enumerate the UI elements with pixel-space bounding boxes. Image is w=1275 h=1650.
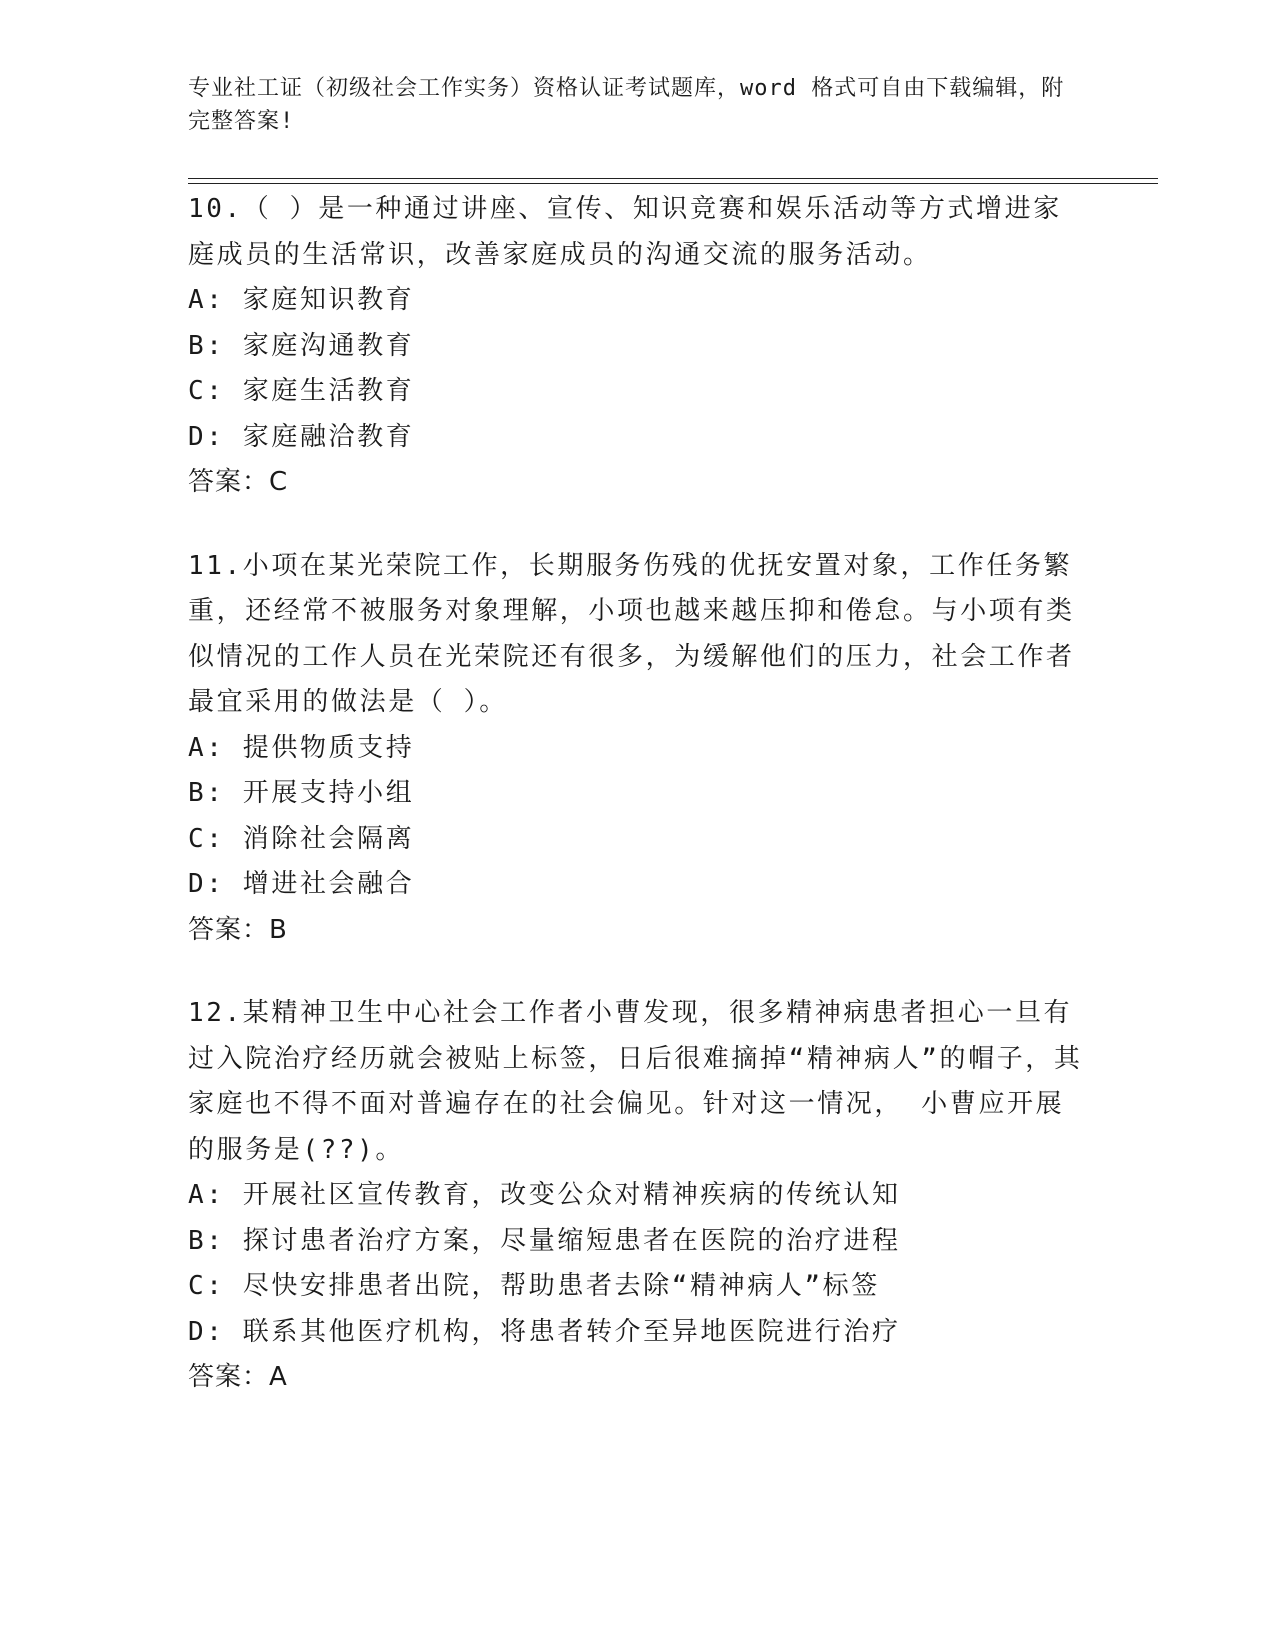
question-11 [188, 544, 1088, 954]
question-stem: 11.小项在某光荣院工作，长期服务伤残的优抚安置对象，工作任务繁重，还经常不被服务对象理解，小项也越来越压抑和倦怠。与小项有类似情况的工作人员在光荣院还有很多，为缓解他们的压力，社会工作者最宜采用的做法是（ ）。 [188, 550, 1075, 717]
question-list [188, 187, 1088, 1439]
question-10 [188, 187, 1088, 506]
header-rule-top [188, 178, 1158, 179]
option-b: B: 探讨患者治疗方案，尽量缩短患者在医院的治疗进程 [188, 1225, 901, 1256]
option-d: D: 家庭融洽教育 [188, 421, 415, 452]
option-b: B: 开展支持小组 [188, 778, 415, 808]
question-stem: 10.（ ）是一种通过讲座、宣传、知识竞赛和娱乐活动等方式增进家庭成员的生活常识，改善家庭成员的沟通交流的服务活动。 [188, 194, 1062, 270]
question-12 [188, 991, 1088, 1401]
option-c: C: 尽快安排患者出院，帮助患者去除“精神病人”标签 [188, 1271, 880, 1301]
question-stem: 12.某精神卫生中心社会工作者小曹发现，很多精神病患者担心一旦有过入院治疗经历就会被贴上标签，日后很难摘掉“精神病人”的帽子，其家庭也不得不面对普遍存在的社会偏见。针对这一情况， 小曹应开展的服务是(??)。 [188, 998, 1083, 1165]
header-rule-bottom [188, 183, 1158, 184]
option-a: A: 提供物质支持 [188, 732, 415, 763]
answer-label: 答案：A [188, 1362, 288, 1392]
option-d: D: 联系其他医疗机构，将患者转介至异地医院进行治疗 [188, 1316, 901, 1347]
option-d: D: 增进社会融合 [188, 869, 415, 899]
option-c: C: 家庭生活教育 [188, 376, 415, 406]
option-a: A: 家庭知识教育 [188, 285, 415, 315]
option-b: B: 家庭沟通教育 [188, 330, 415, 361]
page-header: 专业社工证（初级社会工作实务）资格认证考试题库，word 格式可自由下载编辑，附完整答案! [188, 76, 1065, 134]
answer-label: 答案：C [188, 467, 289, 497]
option-a: A: 开展社区宣传教育，改变公众对精神疾病的传统认知 [188, 1180, 901, 1210]
answer-label: 答案：B [188, 914, 288, 945]
option-c: C: 消除社会隔离 [188, 823, 415, 854]
